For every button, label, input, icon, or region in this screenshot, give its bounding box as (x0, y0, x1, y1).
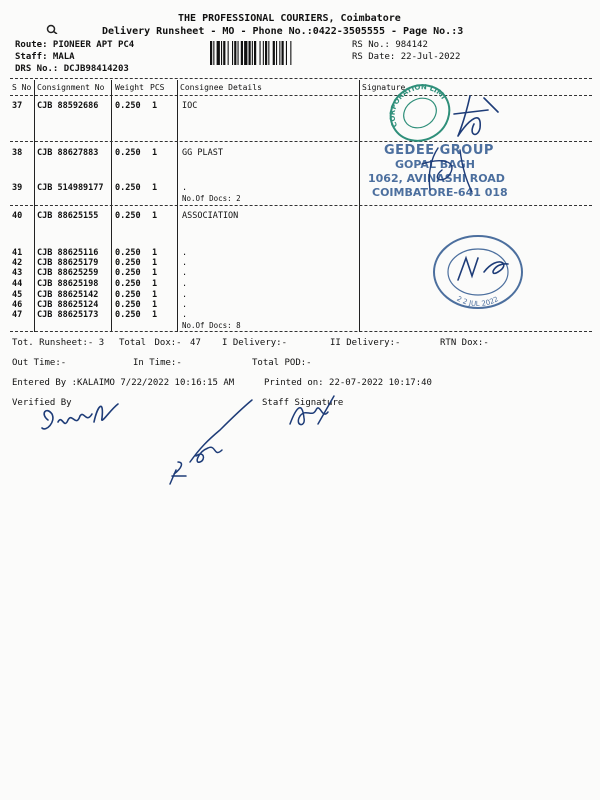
entered-by: Entered By :KALAIMO 7/22/2022 10:16:15 AM (12, 378, 235, 388)
row-weight: 0.250 (115, 258, 141, 268)
row-sno: 38 (12, 148, 23, 158)
row-pcs: 1 (152, 310, 158, 320)
barcode (210, 41, 340, 65)
row-sno: 47 (12, 310, 23, 320)
row-weight: 0.250 (115, 248, 141, 258)
docs-count: No.Of Docs: 2 (182, 194, 241, 203)
barcode-bar (286, 41, 287, 65)
total-dox: Total Dox:- 47 (119, 338, 201, 348)
row-consignee: . (182, 183, 188, 193)
signature-ioc (440, 88, 510, 143)
row-pcs: 1 (152, 258, 158, 268)
barcode-bar (228, 41, 229, 65)
col-header-consignee: Consignee Details (180, 83, 262, 92)
row-pcs: 1 (152, 101, 158, 111)
row-consignee: ASSOCIATION (182, 211, 239, 221)
col-header-pcs: PCS (150, 83, 165, 92)
drs-number: DRS No.: DCJB98414203 (15, 64, 129, 74)
table-row (0, 211, 600, 223)
row-pcs: 1 (152, 279, 158, 289)
row-sno: 37 (12, 101, 23, 111)
row-weight: 0.250 (115, 148, 141, 158)
barcode-bar (234, 41, 236, 65)
row-pcs: 1 (152, 183, 158, 193)
date-stamp (428, 232, 528, 312)
row-consignee: . (182, 258, 188, 268)
row-consignment: CJB 88625124 (37, 300, 99, 310)
row-consignee: . (182, 248, 188, 258)
rs-number: RS No.: 984142 (352, 40, 428, 50)
row-consignee: . (182, 310, 188, 320)
row-weight: 0.250 (115, 268, 141, 278)
barcode-bar (268, 41, 269, 65)
row-sno: 44 (12, 279, 23, 289)
verified-signature (38, 392, 128, 440)
row-consignment: CJB 88625179 (37, 258, 99, 268)
barcode-bar (273, 41, 275, 65)
kkavi-signature (160, 392, 270, 492)
runsheet-title: Delivery Runsheet - MO - Phone No.:0422-3505555 - Page No.:3 (102, 26, 464, 37)
barcode-bar (221, 41, 222, 65)
row-sno: 45 (12, 290, 23, 300)
row-consignment: CJB 88625173 (37, 310, 99, 320)
barcode-bar (249, 41, 251, 65)
barcode-bar (260, 41, 261, 65)
row-sno: 40 (12, 211, 23, 221)
barcode-bar (276, 41, 277, 65)
barcode-bar (217, 41, 220, 65)
table-row (0, 183, 600, 195)
row-weight: 0.250 (115, 279, 141, 289)
col-header-consignment: Consignment No (37, 83, 105, 92)
col-header-weight: Weight (115, 83, 144, 92)
i-delivery: I Delivery:- (222, 338, 288, 348)
staff-signature-label: Staff Signature (262, 398, 344, 408)
row-weight: 0.250 (115, 310, 141, 320)
row-consignment: CJB 514989177 (37, 183, 104, 193)
row-weight: 0.250 (115, 183, 141, 193)
barcode-bar (265, 41, 267, 65)
row-consignment: CJB 88625155 (37, 211, 99, 221)
row-consignment: CJB 88592686 (37, 101, 99, 111)
row-pcs: 1 (152, 148, 158, 158)
row-weight: 0.250 (115, 101, 141, 111)
col-header-signature: Signature (362, 83, 406, 92)
row-consignment: CJB 88625116 (37, 248, 99, 258)
barcode-bar (290, 41, 291, 65)
barcode-bar (252, 41, 253, 65)
row-weight: 0.250 (115, 300, 141, 310)
signature-gedee (400, 140, 500, 200)
stamp-text: CORPORATION LIMITED (388, 83, 448, 129)
barcode-bar (232, 41, 233, 65)
gedee-stamp-line2: GOPAL BAGH (395, 158, 475, 171)
row-sno: 41 (12, 248, 23, 258)
route-label: Route: PIONEER APT PC4 (15, 40, 135, 50)
barcode-bar (254, 41, 256, 65)
barcode-bar (210, 41, 212, 65)
row-divider (10, 205, 592, 206)
row-consignee: . (182, 268, 188, 278)
gedee-stamp-line4: COIMBATORE-641 018 (372, 186, 508, 199)
barcode-bar (238, 41, 239, 65)
gedee-stamp-line3: 1062, AVINASHI ROAD (368, 172, 505, 185)
row-sno: 39 (12, 183, 23, 193)
col-header-sno: S No (12, 83, 32, 92)
date-stamp-text: 2 2 JUL 2022 (455, 294, 500, 309)
logo-icon (44, 24, 58, 34)
table-top-divider (10, 78, 592, 79)
row-consignee: . (182, 279, 188, 289)
company-title: THE PROFESSIONAL COURIERS, Coimbatore (178, 13, 401, 24)
out-time: Out Time:- (12, 358, 67, 368)
row-consignee: . (182, 300, 188, 310)
table-row (0, 101, 600, 113)
barcode-bar (244, 41, 247, 65)
total-pod: Total POD:- (252, 358, 312, 368)
in-time: In Time:- (133, 358, 182, 368)
docs-count: No.Of Docs: 8 (182, 321, 241, 330)
staff-label: Staff: MALA (15, 52, 75, 62)
barcode-bar (241, 41, 243, 65)
row-consignee: IOC (182, 101, 198, 111)
row-consignment: CJB 88625259 (37, 268, 99, 278)
row-consignment: CJB 88625198 (37, 279, 99, 289)
row-pcs: 1 (152, 248, 158, 258)
row-sno: 42 (12, 258, 23, 268)
gedee-stamp-line1: GEDEE GROUP (384, 143, 494, 158)
row-sno: 43 (12, 268, 23, 278)
row-pcs: 1 (152, 268, 158, 278)
row-pcs: 1 (152, 290, 158, 300)
row-consignee: . (182, 290, 188, 300)
barcode-bar (282, 41, 284, 65)
row-weight: 0.250 (115, 290, 141, 300)
rs-date: RS Date: 22-Jul-2022 (352, 52, 461, 62)
row-consignee: GG PLAST (182, 148, 223, 158)
printed-on: Printed on: 22-07-2022 10:17:40 (264, 378, 432, 388)
row-consignment: CJB 88627883 (37, 148, 99, 158)
table-row (0, 148, 600, 160)
rtn-dox: RTN Dox:- (440, 338, 489, 348)
row-pcs: 1 (152, 300, 158, 310)
ii-delivery: II Delivery:- (330, 338, 401, 348)
row-weight: 0.250 (115, 211, 141, 221)
row-sno: 46 (12, 300, 23, 310)
row-pcs: 1 (152, 211, 158, 221)
barcode-bar (279, 41, 280, 65)
staff-signature (282, 394, 342, 434)
barcode-bar (213, 41, 214, 65)
table-bottom-divider (10, 331, 592, 332)
verified-by-label: Verified By (12, 398, 72, 408)
barcode-bar (263, 41, 264, 65)
row-consignment: CJB 88625142 (37, 290, 99, 300)
barcode-bar (223, 41, 225, 65)
tot-runsheet: Tot. Runsheet:- 3 (12, 338, 105, 348)
